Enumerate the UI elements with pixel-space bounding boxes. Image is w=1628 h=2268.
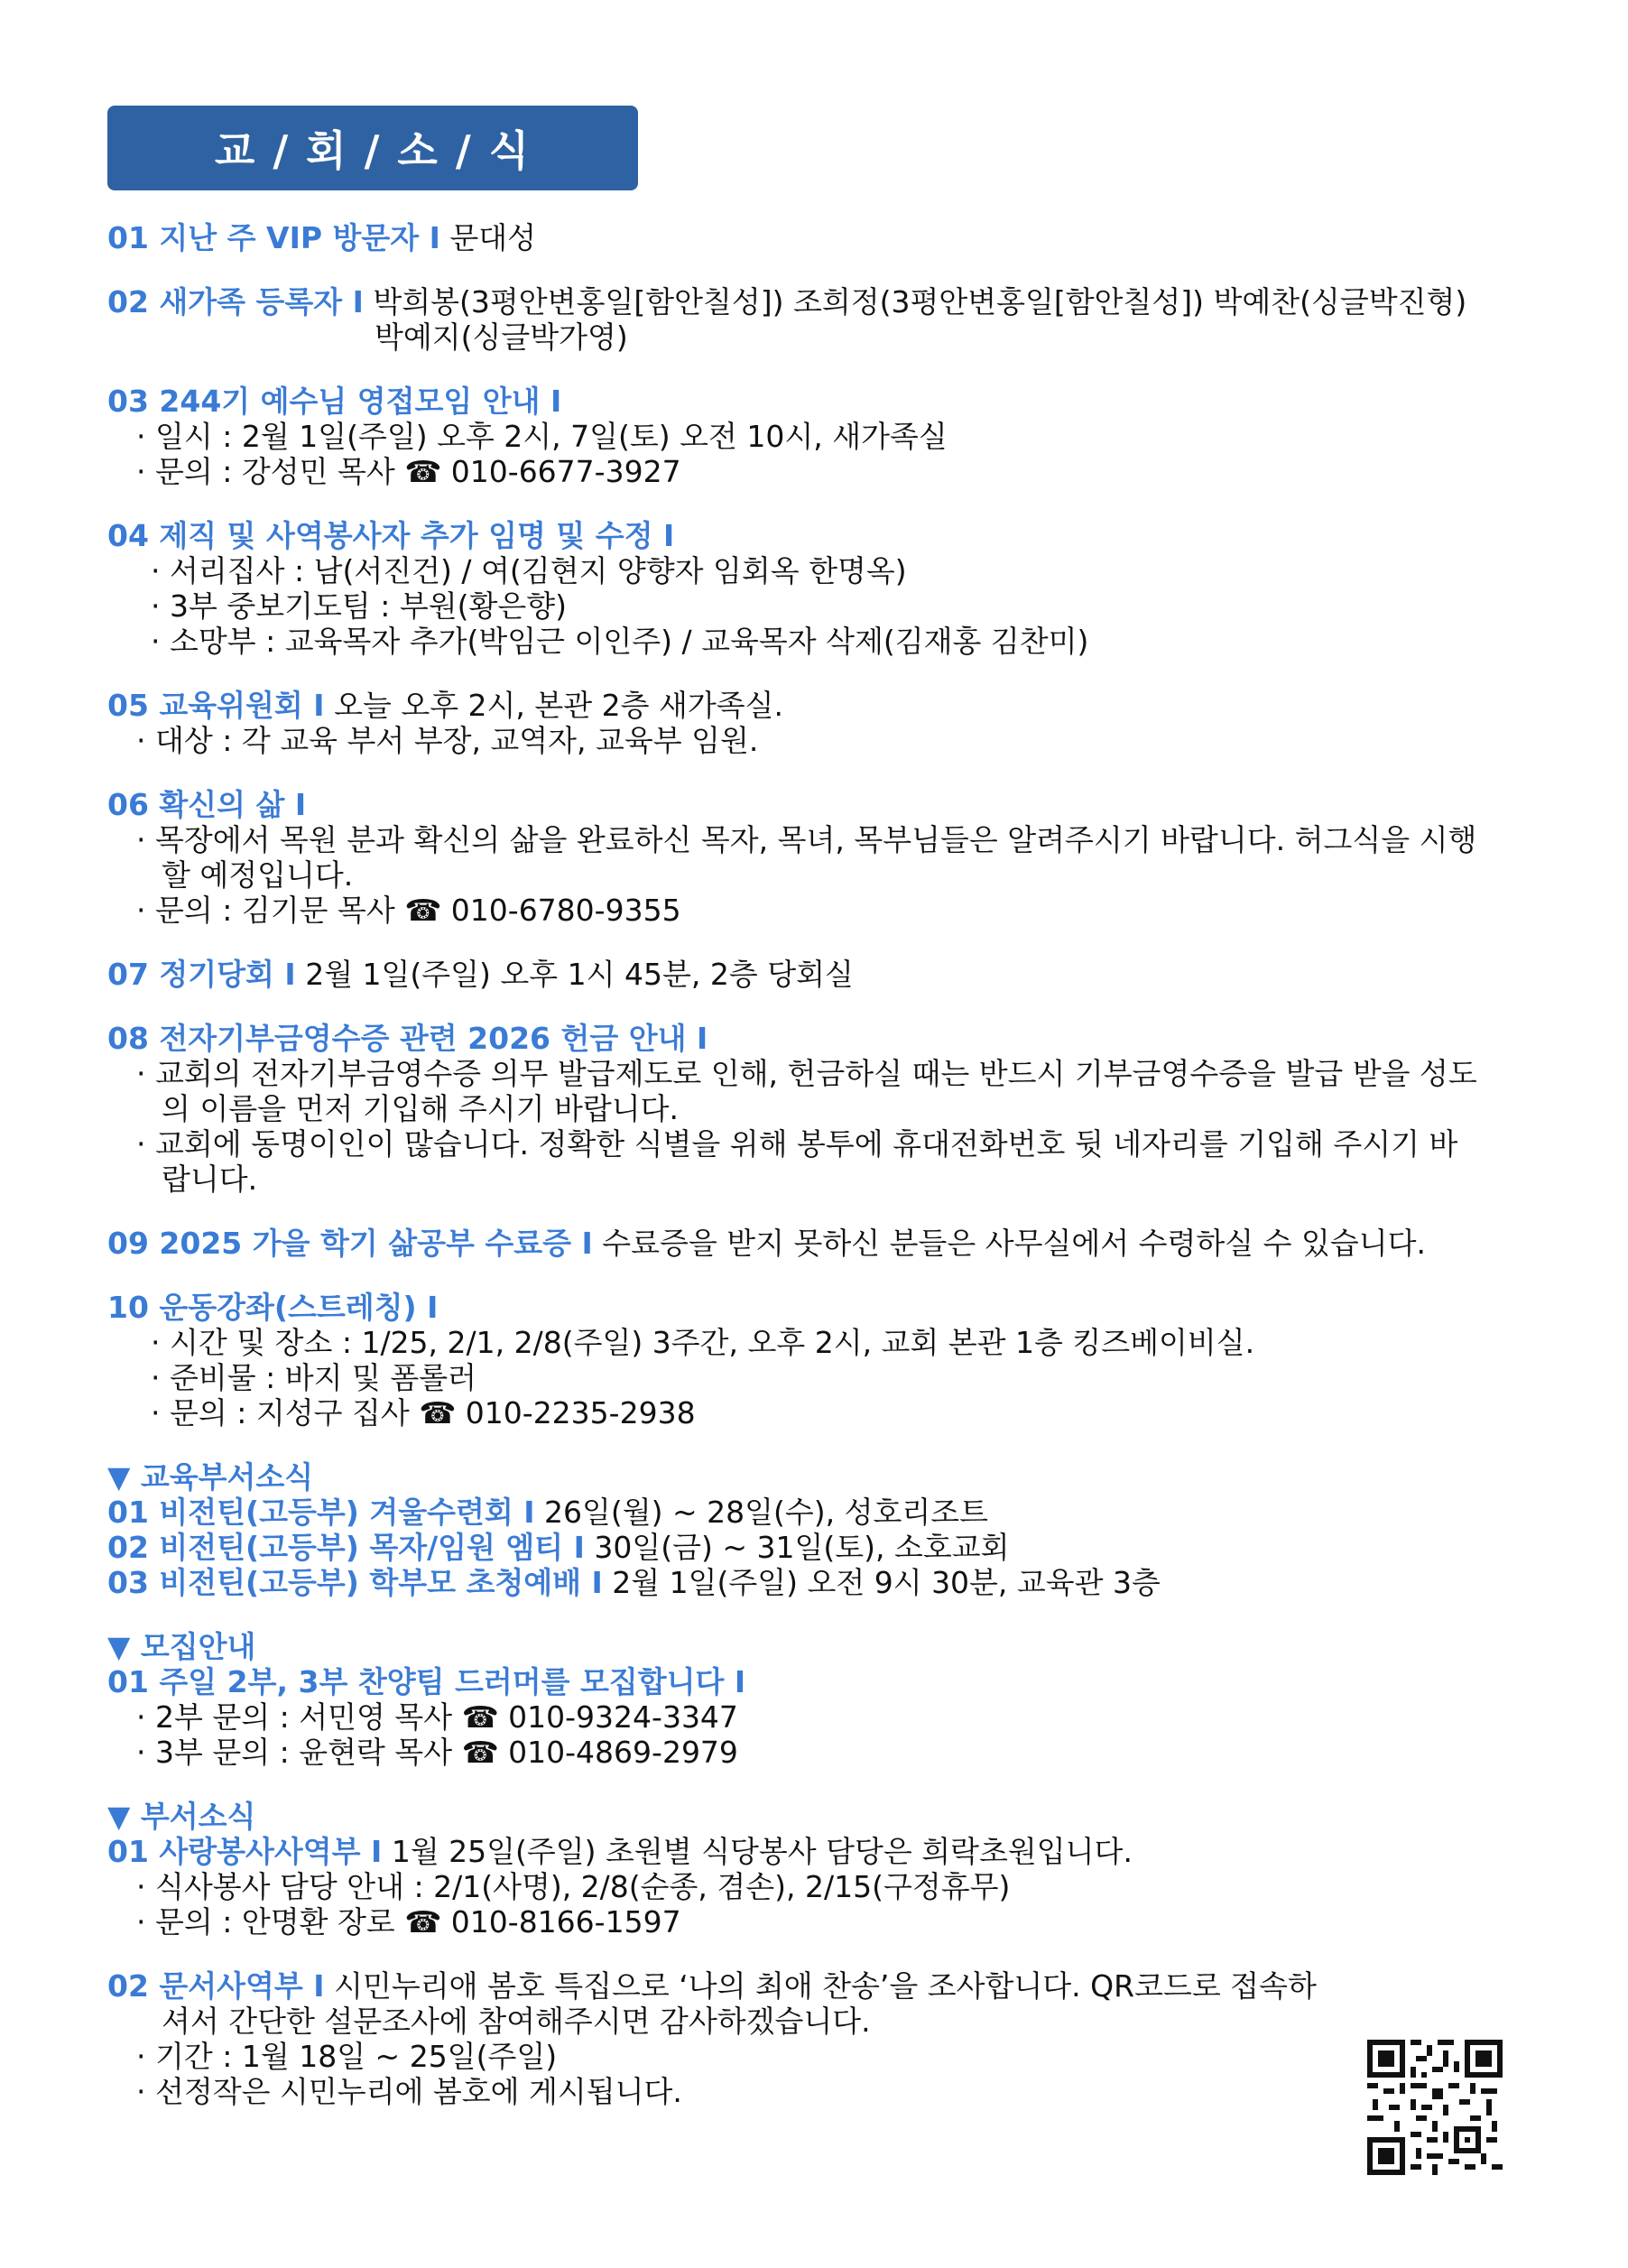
bullet-line: · 선정작은 시민누리에 봄호에 게시됩니다. <box>136 2074 682 2109</box>
item-heading: 03 244기 예수님 영접모임 안내 I <box>107 384 562 419</box>
section-title-banner <box>107 106 638 190</box>
news-item-06 <box>107 787 1524 928</box>
item-heading: 10 운동강좌(스트레칭) I <box>107 1290 439 1325</box>
item-heading: 05 교육위원회 I <box>107 688 325 723</box>
section-heading: ▼ 부서소식 <box>107 1799 256 1834</box>
item-body: 박희봉(3평안변홍일[함안칠성]) 조희정(3평안변홍일[함안칠성]) 박예찬(싱글박진형) <box>363 284 1467 319</box>
bullet-line: · 준비물 : 바지 및 폼롤러 <box>151 1360 476 1395</box>
item-heading: 07 정기당회 I <box>107 957 296 992</box>
bullet-line: · 시간 및 장소 : 1/25, 2/1, 2/8(주일) 3주간, 오후 2시, 교회 본관 1층 킹즈베이비실. <box>151 1325 1255 1360</box>
item-body: 2월 1일(주일) 오후 1시 45분, 2층 당회실 <box>295 957 854 992</box>
department-news-2 <box>107 1968 1353 2109</box>
item-body: 문대성 <box>439 220 537 255</box>
department-news <box>107 1799 1524 1939</box>
item-body: 시민누리애 봄호 특집으로 ‘나의 최애 찬송’을 조사합니다. QR코드로 접속하 <box>324 1968 1317 2004</box>
item-body: 오늘 오후 2시, 본관 2층 새가족실. <box>324 688 784 723</box>
bullet-line: · 일시 : 2월 1일(주일) 오후 2시, 7일(토) 오전 10시, 새가족실 <box>136 419 948 454</box>
item-body: 1월 25일(주일) 초원별 식당봉사 담당은 희락초원입니다. <box>382 1834 1133 1869</box>
item-heading: 02 문서사역부 I <box>107 1968 325 2004</box>
recruit-news <box>107 1629 1524 1770</box>
news-list <box>107 220 1524 2109</box>
bullet-line: · 교회의 전자기부금영수증 의무 발급제도로 인해, 헌금하실 때는 반드시 기부금영수증을 발급 받을 성도 <box>136 1056 1477 1091</box>
news-item-01 <box>107 220 1524 255</box>
section-heading: ▼ 모집안내 <box>107 1629 256 1664</box>
item-heading: 01 주일 2부, 3부 찬양팀 드러머를 모집합니다 I <box>107 1664 746 1699</box>
item-heading: 02 새가족 등록자 I <box>107 284 364 319</box>
news-item-10 <box>107 1290 1524 1430</box>
bullet-line: · 식사봉사 담당 안내 : 2/1(사명), 2/8(순종, 겸손), 2/15(구정휴무) <box>136 1869 1011 1904</box>
bullet-line: · 3부 중보기도팀 : 부원(황은향) <box>151 588 567 624</box>
section-heading: ▼ 교육부서소식 <box>107 1459 314 1495</box>
bullet-line: · 문의 : 지성구 집사 ☎ 010-2235-2938 <box>151 1395 696 1430</box>
news-item-05 <box>107 688 1524 758</box>
news-item-04 <box>107 518 1524 659</box>
bullet-line: · 문의 : 김기문 목사 ☎ 010-6780-9355 <box>136 893 681 928</box>
item-heading: 09 2025 가을 학기 삶공부 수료증 I <box>107 1226 593 1261</box>
bullet-line: · 3부 문의 : 윤현락 목사 ☎ 010-4869-2979 <box>136 1735 738 1770</box>
news-item-09 <box>107 1226 1524 1261</box>
news-item-07 <box>107 957 1524 992</box>
item-heading: 06 확신의 삶 I <box>107 787 307 822</box>
bullet-line-continued: 할 예정입니다. <box>162 857 354 893</box>
item-body-continued: 박예지(싱글박가영) <box>375 319 628 355</box>
bullet-line-continued: 랍니다. <box>162 1162 258 1197</box>
item-body: 2월 1일(주일) 오전 9시 30분, 교육관 3층 <box>602 1565 1161 1600</box>
item-heading: 08 전자기부금영수증 관련 2026 헌금 안내 I <box>107 1021 708 1056</box>
item-heading: 03 비전틴(고등부) 학부모 초청예배 I <box>107 1565 603 1600</box>
item-body: 30일(금) ~ 31일(토), 소호교회 <box>584 1530 1010 1565</box>
item-body: 26일(월) ~ 28일(수), 성호리조트 <box>534 1495 988 1530</box>
bullet-line-continued: 의 이름을 먼저 기입해 주시기 바랍니다. <box>162 1091 679 1126</box>
bullet-line: · 2부 문의 : 서민영 목사 ☎ 010-9324-3347 <box>136 1699 738 1735</box>
bullet-line: · 대상 : 각 교육 부서 부장, 교역자, 교육부 임원. <box>136 723 759 758</box>
news-item-02 <box>107 284 1524 355</box>
item-heading: 01 사랑봉사사역부 I <box>107 1834 383 1869</box>
bullet-line: · 기간 : 1월 18일 ~ 25일(주일) <box>136 2039 558 2074</box>
item-heading: 04 제직 및 사역봉사자 추가 임명 및 수정 I <box>107 518 675 553</box>
section-title: 교 / 회 / 소 / 식 <box>214 126 532 175</box>
education-news <box>107 1459 1524 1600</box>
item-body: 수료증을 받지 못하신 분들은 사무실에서 수령하실 수 있습니다. <box>592 1226 1427 1261</box>
item-body-continued: 셔서 간단한 설문조사에 참여해주시면 감사하겠습니다. <box>162 2004 871 2039</box>
bullet-line: · 소망부 : 교육목자 추가(박임근 이인주) / 교육목자 삭제(김재홍 김찬미) <box>151 624 1089 659</box>
item-heading: 01 지난 주 VIP 방문자 I <box>107 220 440 255</box>
news-item-08 <box>107 1021 1524 1197</box>
bullet-line: · 교회에 동명이인이 많습니다. 정확한 식별을 위해 봉투에 휴대전화번호 뒷 네자리를 기입해 주시기 바 <box>136 1126 1458 1162</box>
bullet-line: · 문의 : 강성민 목사 ☎ 010-6677-3927 <box>136 454 681 489</box>
bullet-line: · 문의 : 안명환 장로 ☎ 010-8166-1597 <box>136 1904 681 1939</box>
item-heading: 01 비전틴(고등부) 겨울수련회 I <box>107 1495 535 1530</box>
item-heading: 02 비전틴(고등부) 목자/임원 엠티 I <box>107 1530 585 1565</box>
bullet-line: · 서리집사 : 남(서진건) / 여(김현지 양향자 임회옥 한명옥) <box>151 553 907 588</box>
news-item-03 <box>107 384 1524 489</box>
qr-code-icon[interactable] <box>1367 2040 1503 2175</box>
bullet-line: · 목장에서 목원 분과 확신의 삶을 완료하신 목자, 목녀, 목부님들은 알려주시기 바랍니다. 허그식을 시행 <box>136 822 1477 857</box>
